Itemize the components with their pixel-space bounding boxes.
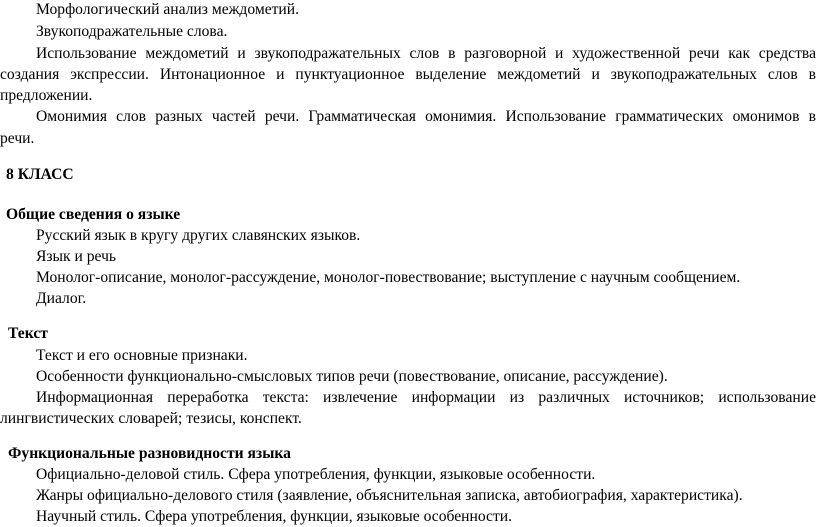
list-item: Официально-деловой стиль. Сфера употребления, функции, языковые особенности. [36, 466, 596, 483]
text-line: Информационная переработка текста: извлечение информации из различных источников; использование [36, 389, 816, 406]
section-heading: Функциональные разновидности языка [8, 445, 291, 462]
text-line: Морфологический анализ междометий. [36, 1, 300, 18]
text-line: предложении. [0, 87, 93, 104]
list-item: Особенности функционально-смысловых типов речи (повествование, описание, рассуждение). [36, 368, 668, 385]
text-line: речи. [0, 130, 35, 147]
grade-heading: 8 КЛАСС [6, 166, 74, 183]
list-item: Русский язык в кругу других славянских языков. [36, 227, 361, 244]
text-line: Использование междометий и звукоподражательных слов в разговорной и художественной речи как средства [36, 45, 816, 62]
list-item: Диалог. [36, 290, 87, 307]
text-line: создания экспрессии. Интонационное и пунктуационное выделение междометий и звукоподражательных слов в [0, 66, 816, 83]
list-item: Жанры официально-делового стиля (заявление, объяснительная записка, автобиография, характеристика). [36, 487, 743, 504]
text-line: Звукоподражательные слова. [36, 23, 228, 40]
list-item: Научный стиль. Сфера употребления, функции, языковые особенности. [36, 508, 512, 525]
section-heading: Общие сведения о языке [6, 206, 181, 223]
text-line: лингвистических словарей; тезисы, конспект. [0, 410, 302, 427]
text-line: Омонимия слов разных частей речи. Грамматическая омонимия. Использование грамматических омонимов в [36, 108, 816, 125]
list-item: Монолог-описание, монолог-рассуждение, монолог-повествование; выступление с научным сообщением. [36, 269, 741, 286]
section-heading: Текст [8, 325, 48, 342]
list-item: Текст и его основные признаки. [36, 347, 248, 364]
list-item: Язык и речь [36, 248, 117, 265]
